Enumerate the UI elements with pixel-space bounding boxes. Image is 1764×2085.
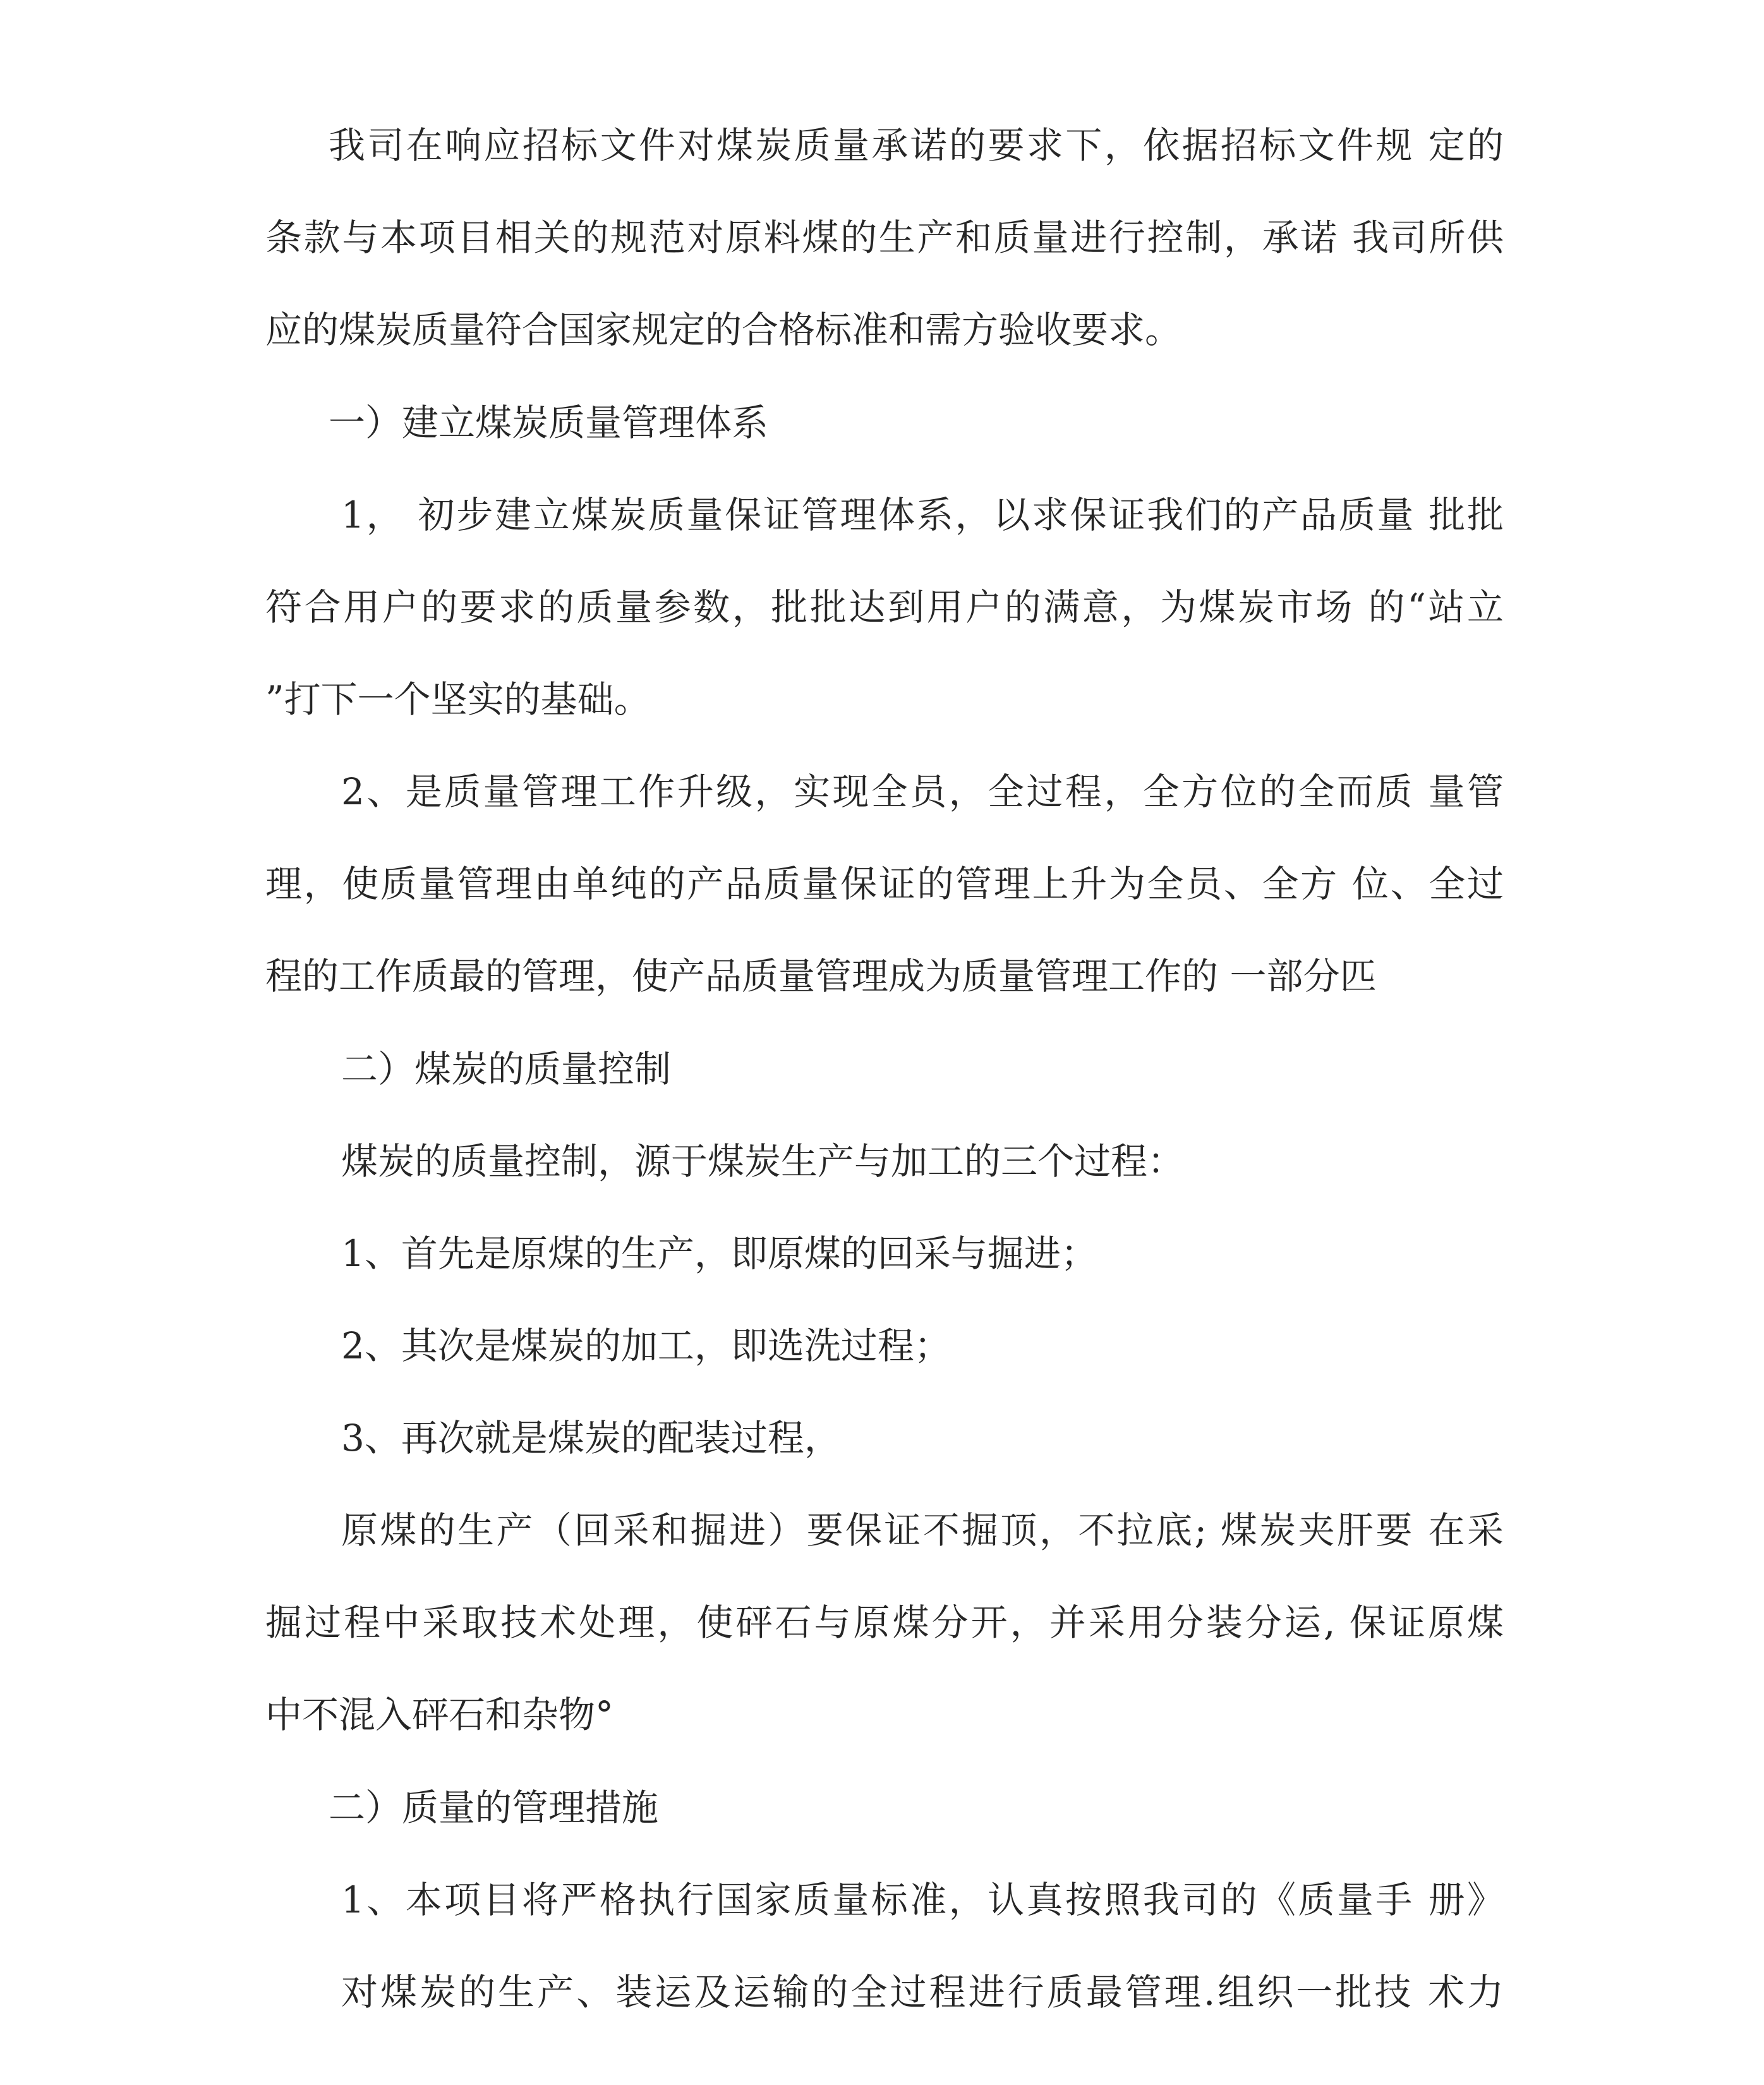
section-heading-1: 一）建立煤炭质量管理体系 xyxy=(329,401,769,444)
paragraph-line-8: 2、是质量管理工作升级，实现全员，全过程，全方位的全而质 量管 xyxy=(341,770,1504,813)
paragraph-line-9: 理，使质量管理由单纯的产品质量保证的管理上升为全员、全方 位、全过 xyxy=(265,862,1504,905)
paragraph-line-16: 原煤的生产（回采和掘进）要保证不掘顶，不拉底; 煤炭夹肝要 在采 xyxy=(341,1509,1504,1552)
paragraph-line-10: 程的工作质最的管理，使产品质量管理成为质量管理工作的 一部分匹 xyxy=(265,955,1377,998)
list-item-3: 3、再次就是煤炭的配装过程， xyxy=(341,1417,841,1460)
paragraph-line-1: 我司在响应招标文件对煤炭质量承诺的要求下，依据招标文件规 定的 xyxy=(329,124,1504,167)
paragraph-line-3: 应的煤炭质量符合国家规定的合格标准和需方验收要求。 xyxy=(265,308,1182,351)
paragraph-line-20: 1、本项目将严格执行国家质量标准，认真按照我司的《质量手 册》 xyxy=(341,1878,1504,1921)
paragraph-line-18: 中不混入砰石和杂物° xyxy=(265,1693,614,1736)
list-item-1: 1、首先是原煤的生产，即原煤的回采与掘进； xyxy=(341,1232,1097,1275)
paragraph-line-17: 掘过程中采取技术处理，使砰石与原煤分开，并采用分装分运, 保证原煤 xyxy=(265,1601,1504,1644)
paragraph-line-6: 符合用户的要求的质量参数，批批达到用户的满意，为煤炭市场 的“站立 xyxy=(265,586,1504,629)
paragraph-line-5: 1， 初步建立煤炭质量保证管理体系，以求保证我们的产品质量 批批 xyxy=(341,493,1504,536)
paragraph-line-21: 对煤炭的生产、装运及运输的全过程进行质最管理.组织一批技 术力 xyxy=(341,1971,1504,2014)
list-item-2: 2、其次是煤炭的加工，即选洗过程； xyxy=(341,1324,951,1367)
paragraph-line-7: ”打下一个坚实的基础。 xyxy=(265,678,651,721)
section-heading-2: 二）煤炭的质量控制 xyxy=(341,1048,672,1091)
paragraph-line-12: 煤炭的质量控制，源于煤炭生产与加工的三个过程： xyxy=(341,1140,1185,1183)
section-heading-3: 二）质量的管理措施 xyxy=(329,1786,659,1829)
paragraph-line-2: 条款与本项目相关的规范对原料煤的生产和质量进行控制，承诺 我司所供 xyxy=(265,216,1504,259)
